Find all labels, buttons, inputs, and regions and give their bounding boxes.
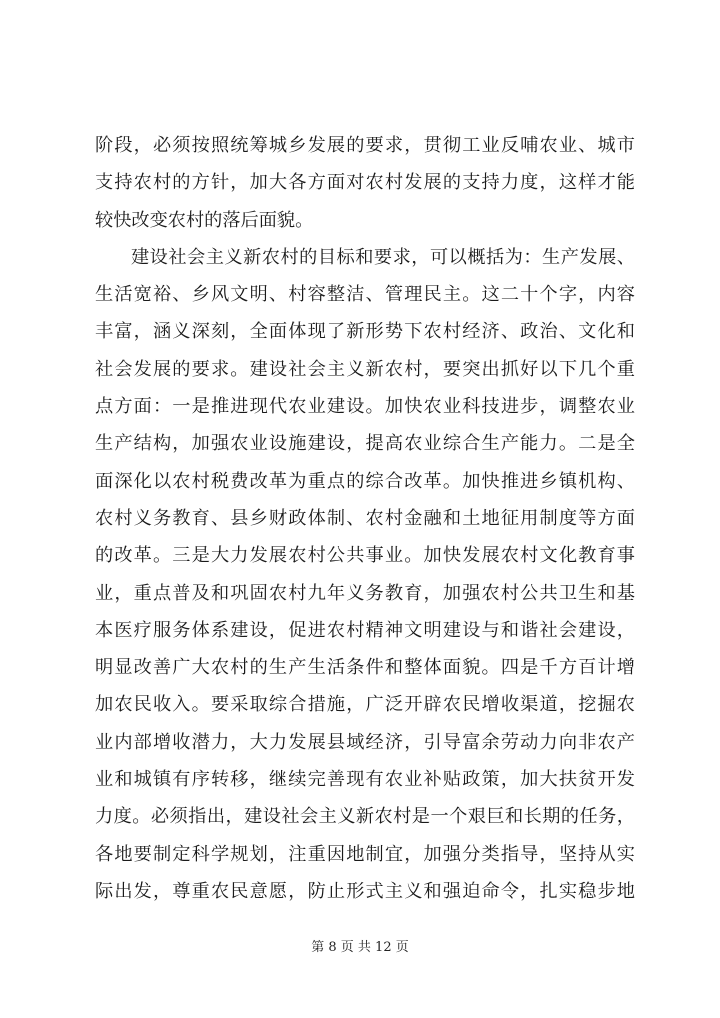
text-line: 生活宽裕、乡风文明、村容整洁、管理民主。这二十个字，内容	[95, 284, 635, 306]
text-line: 加农民收入。要采取综合措施，广泛开辟农民增收渠道，挖掘农	[95, 694, 635, 716]
text-line: 生产结构，加强农业设施建设，提高农业综合生产能力。二是全	[95, 433, 635, 455]
text-line: 阶段，必须按照统筹城乡发展的要求，贯彻工业反哺农业、城市	[95, 135, 635, 156]
text-line: 业和城镇有序转移，继续完善现有农业补贴政策，加大扶贫开发	[95, 769, 635, 791]
text-line: 较快改变农村的落后面貌。	[95, 209, 314, 231]
text-line: 面深化以农村税费改革为重点的综合改革。加快推进乡镇机构、	[95, 470, 635, 492]
paragraph-start-line: 建设社会主义新农村的目标和要求，可以概括为：生产发展、	[131, 246, 635, 268]
text-line: 丰富，涵义深刻，全面体现了新形势下农村经济、政治、文化和	[95, 321, 635, 343]
text-line: 的改革。三是大力发展农村公共事业。加快发展农村文化教育事	[95, 545, 635, 567]
text-line: 社会发展的要求。建设社会主义新农村，要突出抓好以下几个重	[95, 358, 635, 380]
body-text	[95, 127, 635, 910]
text-line: 农村义务教育、县乡财政体制、农村金融和土地征用制度等方面	[95, 507, 635, 529]
text-line: 业内部增收潜力，大力发展县域经济，引导富余劳动力向非农产	[95, 731, 635, 753]
text-line: 支持农村的方针，加大各方面对农村发展的支持力度，这样才能	[95, 172, 635, 194]
text-line: 点方面：一是推进现代农业建设。加快农业科技进步，调整农业	[95, 396, 635, 418]
text-line: 际出发，尊重农民意愿，防止形式主义和强迫命令，扎实稳步地	[95, 880, 635, 902]
text-line: 明显改善广大农村的生产生活条件和整体面貌。四是千方百计增	[95, 657, 635, 679]
page-number-footer: 第 8 页 共 12 页	[311, 940, 409, 955]
text-line: 力度。必须指出，建设社会主义新农村是一个艰巨和长期的任务，	[95, 806, 635, 828]
text-line: 各地要制定科学规划，注重因地制宜，加强分类指导，坚持从实	[95, 843, 635, 865]
text-line: 业，重点普及和巩固农村九年义务教育，加强农村公共卫生和基	[95, 582, 635, 604]
text-line: 本医疗服务体系建设，促进农村精神文明建设与和谐社会建设，	[95, 619, 635, 641]
